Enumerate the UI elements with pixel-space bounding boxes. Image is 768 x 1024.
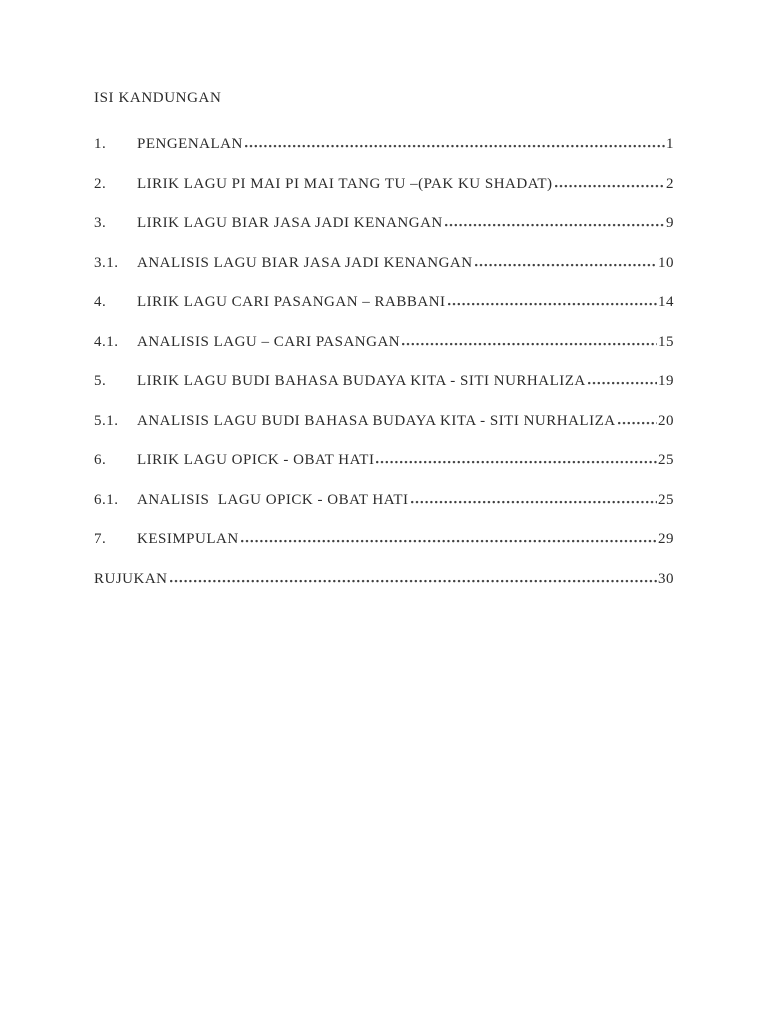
toc-page-number: 29 xyxy=(658,531,674,547)
toc-entry-title: ANALISIS LAGU – CARI PASANGAN xyxy=(137,333,401,350)
toc-row xyxy=(94,333,674,351)
toc-entry-number: 3. xyxy=(94,215,107,231)
toc-page-number: 2 xyxy=(666,175,674,192)
page-title: ISI KANDUNGAN xyxy=(94,90,222,106)
toc-entry-number: 5.1. xyxy=(94,412,119,429)
toc-row xyxy=(94,451,674,469)
dot-leader xyxy=(411,499,657,504)
toc-page-number: 19 xyxy=(658,373,674,389)
dot-leader xyxy=(241,538,657,543)
table-of-contents xyxy=(94,135,674,588)
toc-entry-title: LIRIK LAGU BUDI BAHASA BUDAYA KITA - SITI NURHALIZA xyxy=(137,373,586,389)
toc-page-number: 20 xyxy=(658,412,674,429)
toc-row xyxy=(94,254,674,272)
toc-row xyxy=(94,293,674,311)
toc-page-number: 15 xyxy=(658,333,674,350)
toc-entry-number: 3.1. xyxy=(94,254,119,271)
toc-page-number: 10 xyxy=(658,254,674,271)
toc-entry-number: 6. xyxy=(94,452,107,468)
toc-row xyxy=(94,491,674,509)
toc-entry-number: 1. xyxy=(94,136,107,152)
toc-page-number: 14 xyxy=(658,294,674,310)
dot-leader xyxy=(402,341,657,346)
dot-leader xyxy=(618,420,657,425)
toc-row xyxy=(94,372,674,390)
toc-page-number: 1 xyxy=(666,136,674,152)
toc-page-number: 25 xyxy=(658,491,674,508)
toc-entry-number: 4.1. xyxy=(94,333,119,350)
dot-leader xyxy=(448,301,657,306)
toc-entry-title: ANALISIS LAGU OPICK - OBAT HATI xyxy=(137,491,409,508)
dot-leader xyxy=(445,222,665,227)
toc-row xyxy=(94,214,674,232)
toc-entry-title: LIRIK LAGU CARI PASANGAN – RABBANI xyxy=(137,294,446,310)
toc-row-rujukan xyxy=(94,570,674,588)
dot-leader xyxy=(555,183,665,188)
toc-entry-number: 5. xyxy=(94,373,107,389)
dot-leader xyxy=(376,459,657,464)
toc-page-number: 9 xyxy=(666,215,674,231)
toc-row xyxy=(94,530,674,548)
dot-leader xyxy=(588,380,657,385)
toc-entry-title: KESIMPULAN xyxy=(137,531,239,547)
toc-entry-title: LIRIK LAGU OPICK - OBAT HATI xyxy=(137,452,375,468)
toc-row xyxy=(94,175,674,193)
toc-entry-title: ANALISIS LAGU BUDI BAHASA BUDAYA KITA - SITI NURHALIZA xyxy=(137,412,616,429)
toc-page-number: 30 xyxy=(658,570,674,587)
toc-entry-title: ANALISIS LAGU BIAR JASA JADI KENANGAN xyxy=(137,254,473,271)
toc-row xyxy=(94,412,674,430)
dot-leader xyxy=(245,143,665,148)
toc-entry-number: 2. xyxy=(94,175,107,192)
toc-entry-title: LIRIK LAGU BIAR JASA JADI KENANGAN xyxy=(137,215,443,231)
toc-entry-title: PENGENALAN xyxy=(137,136,243,152)
dot-leader xyxy=(475,262,657,267)
dot-leader xyxy=(170,578,657,583)
toc-entry-title: LIRIK LAGU PI MAI PI MAI TANG TU –(PAK KU SHADAT) xyxy=(137,175,553,192)
toc-page-number: 25 xyxy=(658,452,674,468)
toc-entry-number: 4. xyxy=(94,294,107,310)
toc-row xyxy=(94,135,674,153)
toc-entry-title: RUJUKAN xyxy=(94,570,168,587)
toc-entry-number: 7. xyxy=(94,531,107,547)
toc-entry-number: 6.1. xyxy=(94,491,119,508)
